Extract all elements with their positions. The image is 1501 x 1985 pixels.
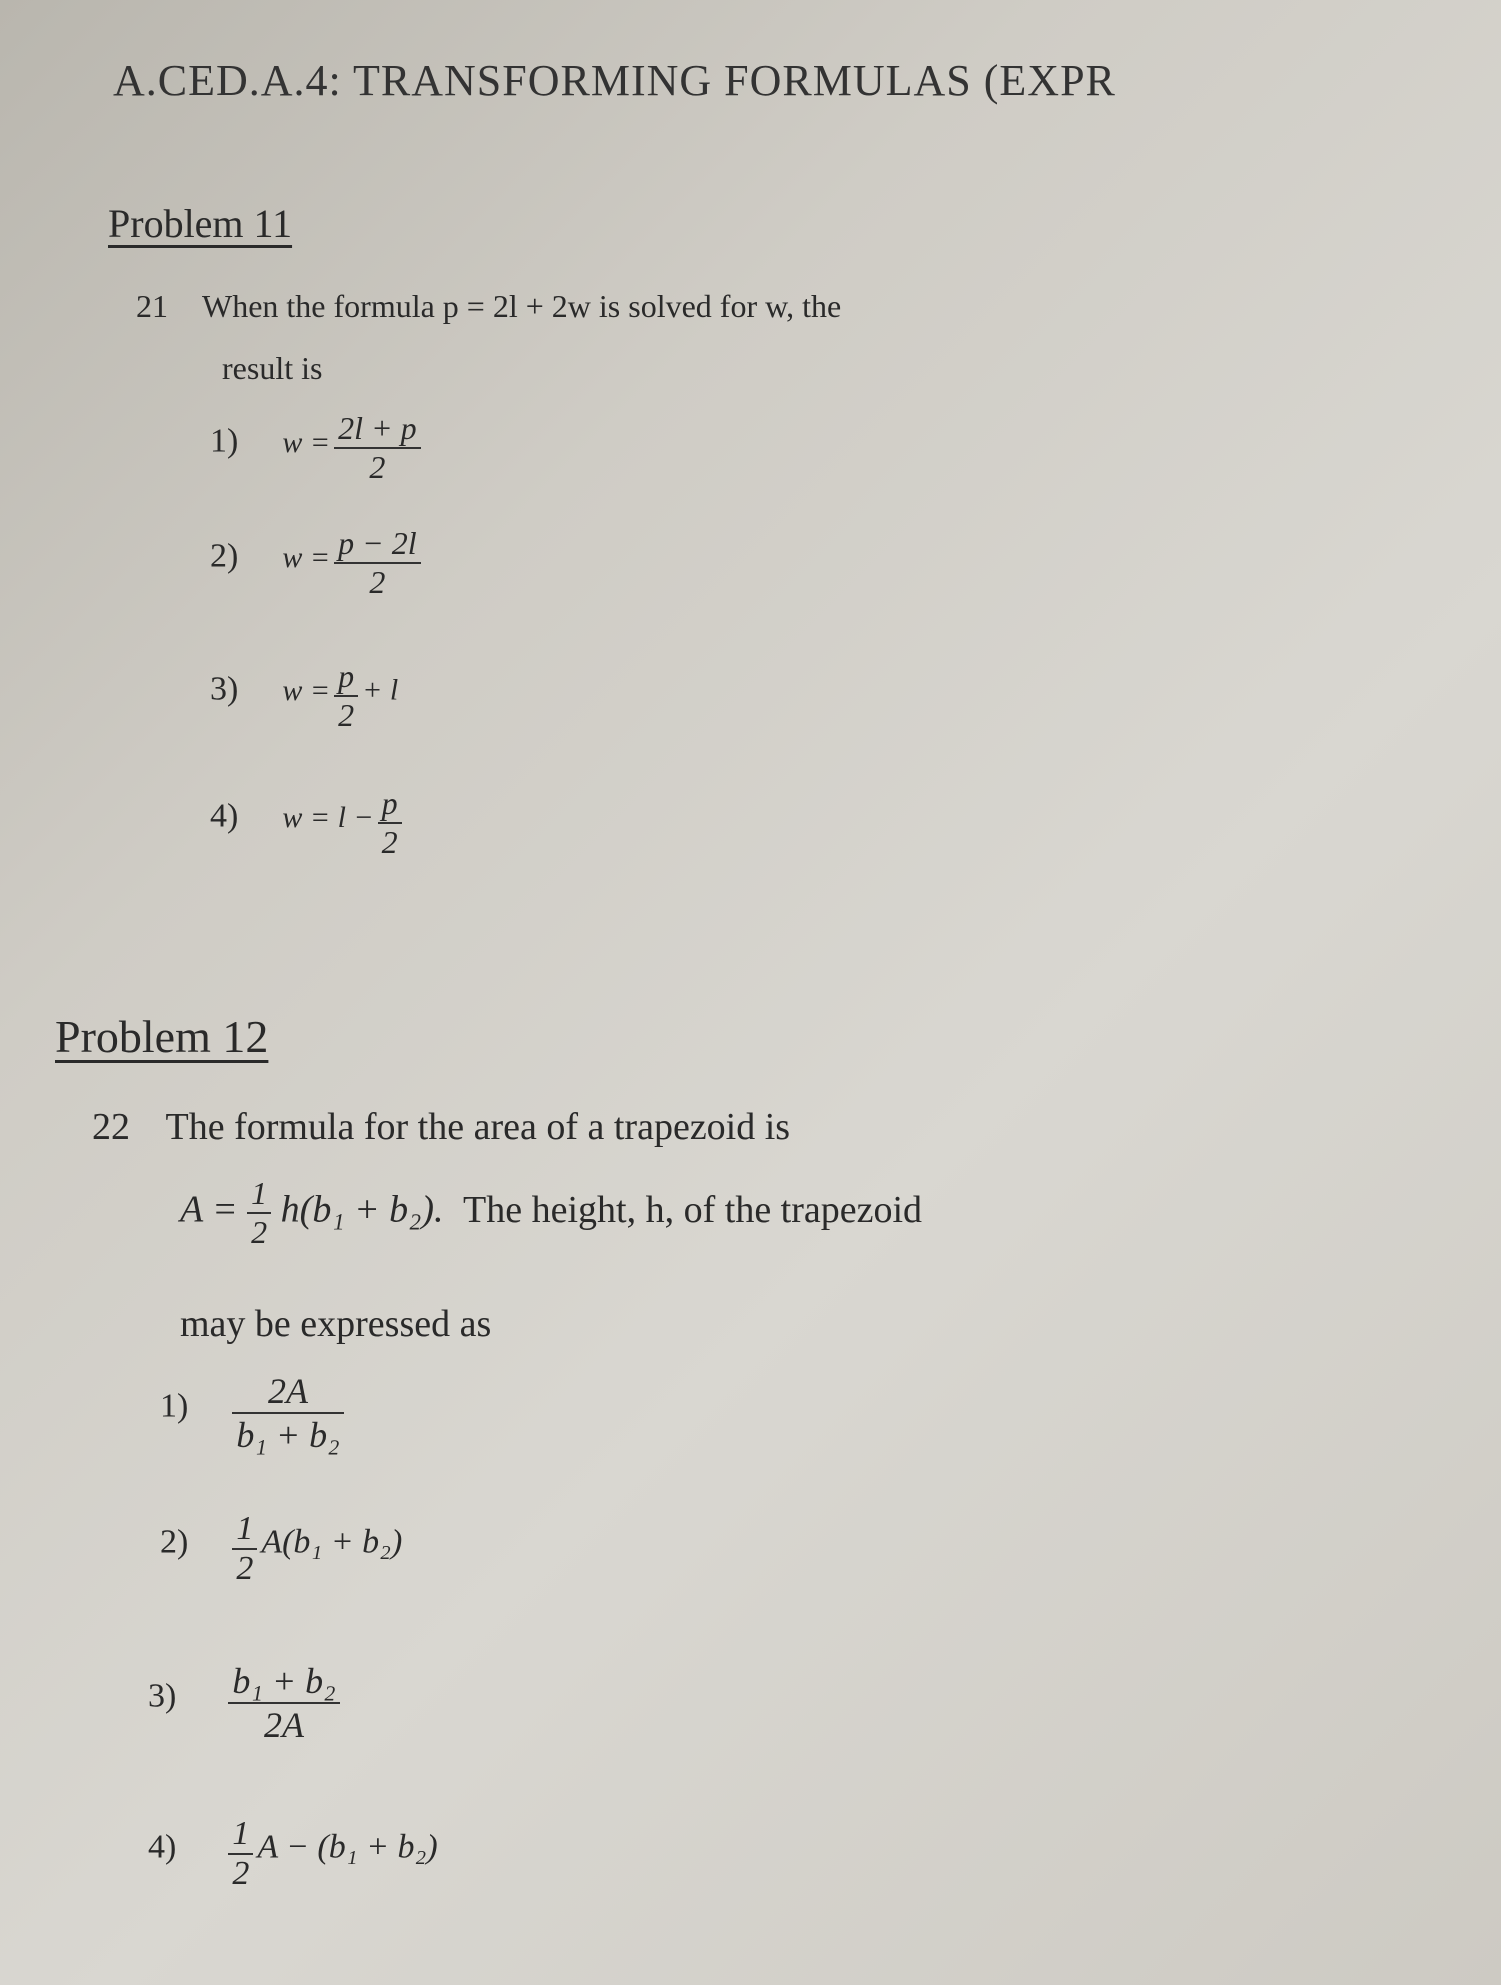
- option-fraction: [228, 1660, 339, 1746]
- fraction-denominator: 2: [251, 1214, 268, 1250]
- option-fraction: [334, 525, 420, 601]
- question-text-rest: The height, h, of the trapezoid: [463, 1188, 923, 1231]
- option-number: 2): [160, 1523, 189, 1561]
- fraction-denominator: 2: [232, 1855, 250, 1892]
- option-1[interactable]: [210, 410, 421, 486]
- fraction-denominator: 2: [381, 824, 398, 860]
- question-21: [136, 288, 841, 325]
- fraction-denominator: b₁ + b₂: [236, 1415, 340, 1455]
- option-4[interactable]: [148, 1815, 438, 1893]
- option-tail: A − (b₁ + b₂): [257, 1828, 438, 1866]
- question-text-line1: When the formula p = 2l + 2w is solved for w, the: [202, 288, 842, 324]
- option-fraction: [334, 410, 420, 486]
- fraction-numerator: 2l + p: [334, 410, 420, 449]
- option-number: 1): [210, 422, 239, 460]
- option-number: 1): [160, 1387, 189, 1425]
- question-number: 21: [136, 288, 168, 324]
- option-number: 2): [210, 537, 239, 575]
- question-text-line2: [180, 1175, 922, 1251]
- option-1[interactable]: [160, 1370, 344, 1456]
- question-22: [92, 1105, 790, 1149]
- formula-lhs: A =: [180, 1188, 238, 1231]
- fraction-denominator: 2: [338, 697, 355, 733]
- formula-rest: h(b₁ + b₂).: [280, 1188, 444, 1231]
- option-number: 4): [148, 1828, 177, 1866]
- option-lhs: w =: [282, 673, 331, 707]
- question-text-line2: result is: [222, 350, 323, 386]
- option-tail: A(b₁ + b₂): [261, 1523, 403, 1561]
- question-number: 22: [92, 1106, 130, 1148]
- problem-12-heading: Problem 12: [55, 1011, 269, 1062]
- option-number: 4): [210, 797, 239, 835]
- fraction-numerator: 1: [232, 1510, 257, 1550]
- option-lhs: w =: [282, 540, 331, 574]
- fraction-numerator: b₁ + b₂: [228, 1660, 339, 1704]
- fraction-denominator: 2: [236, 1550, 254, 1587]
- fraction-numerator: p − 2l: [334, 525, 420, 564]
- option-lhs: w = l −: [282, 800, 374, 834]
- fraction-numerator: 1: [228, 1815, 253, 1855]
- option-3[interactable]: [148, 1660, 340, 1746]
- formula-fraction: [247, 1175, 271, 1251]
- option-fraction: [232, 1510, 257, 1588]
- option-number: 3): [148, 1677, 177, 1715]
- option-fraction: [232, 1370, 343, 1456]
- fraction-numerator: p: [334, 658, 358, 697]
- fraction-numerator: 1: [247, 1175, 271, 1214]
- option-2[interactable]: [210, 525, 421, 601]
- fraction-numerator: p: [378, 785, 402, 824]
- option-3[interactable]: [210, 658, 398, 734]
- question-text-line3: may be expressed as: [180, 1303, 492, 1345]
- option-fraction: [334, 658, 358, 734]
- option-tail: + l: [362, 673, 399, 707]
- worksheet-header: A.CED.A.4: TRANSFORMING FORMULAS (EXPR: [113, 56, 1116, 105]
- option-fraction: [228, 1815, 253, 1893]
- option-lhs: w =: [282, 425, 331, 459]
- fraction-denominator: 2: [369, 564, 386, 600]
- fraction-numerator: 2A: [232, 1370, 343, 1414]
- fraction-denominator: 2: [369, 449, 386, 485]
- fraction-denominator: 2A: [263, 1705, 304, 1745]
- option-4[interactable]: [210, 785, 402, 861]
- option-number: 3): [210, 670, 239, 708]
- option-fraction: [378, 785, 402, 861]
- option-2[interactable]: [160, 1510, 402, 1588]
- question-text-line1: The formula for the area of a trapezoid is: [165, 1106, 791, 1148]
- problem-11-heading: Problem 11: [108, 201, 293, 246]
